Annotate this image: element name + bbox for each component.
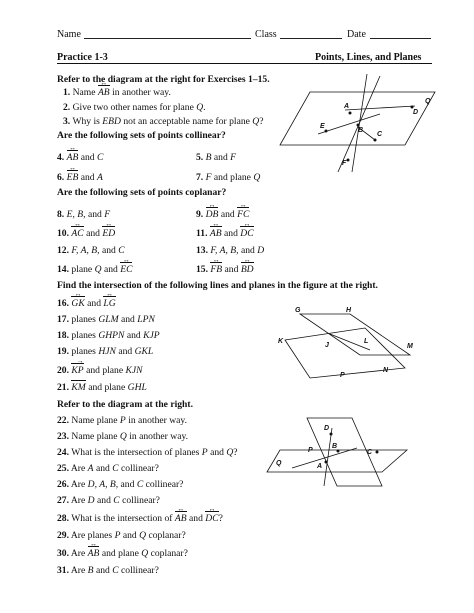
label-j: J	[325, 342, 329, 349]
class-field[interactable]	[280, 38, 342, 39]
label-a: A	[317, 463, 323, 470]
figure-plane-q	[270, 70, 455, 180]
question-12: 12. F, A, B, and C	[57, 245, 125, 256]
plane-upper	[300, 314, 410, 355]
label-m: M	[407, 343, 413, 350]
figure-planes-p-q	[262, 410, 422, 500]
plane-q-outline	[267, 450, 407, 472]
label-p: P	[308, 447, 313, 454]
question-2: 2. Give two other names for plane Q.	[63, 102, 206, 113]
label-h: H	[346, 307, 352, 314]
question-4: 4. AB ↔ and C	[57, 153, 103, 163]
question-24: 24. What is the intersection of planes P and Q?	[57, 447, 238, 458]
point-a	[325, 461, 328, 464]
label-q: Q	[425, 98, 431, 105]
question-20: 20. KP → and plane KJN	[57, 366, 143, 376]
question-11: 11. AB ↔ and DC ↔	[196, 229, 254, 239]
question-6: 6. EB ↔ and A	[57, 173, 103, 183]
point-f	[347, 159, 350, 162]
label-l: L	[364, 338, 369, 345]
question-21: 21. KM and plane GHL	[57, 382, 147, 393]
question-9: 9. DB ↔ and FC ↔	[196, 210, 249, 220]
date-label: Date	[347, 29, 366, 40]
question-14: 14. plane Q and EC ↔	[57, 265, 132, 275]
question-22: 22. Name plane P in another way.	[57, 415, 187, 426]
label-k: K	[278, 338, 284, 345]
point-a	[349, 112, 352, 115]
label-d: D	[413, 109, 419, 116]
point-d	[330, 433, 333, 436]
label-e: E	[320, 123, 325, 130]
point-c	[374, 139, 377, 142]
section3-heading: Are the following sets of points coplanar?	[57, 187, 227, 198]
section5-heading: Refer to the diagram at the right.	[57, 399, 193, 410]
question-19: 19. planes HJN and GKL	[57, 346, 154, 357]
practice-title: Practice 1-3	[57, 52, 108, 63]
label-g: G	[295, 307, 301, 314]
header-rule	[57, 63, 432, 64]
question-27: 27. Are D and C collinear?	[57, 495, 160, 506]
label-a: A	[344, 103, 350, 110]
label-p: P	[340, 372, 345, 379]
question-3: 3. Why is EBD not an acceptable name for plane Q?	[63, 116, 264, 127]
label-b: B	[358, 127, 364, 134]
label-b: B	[332, 443, 338, 450]
point-e	[325, 130, 328, 133]
line-bd	[345, 106, 415, 110]
label-f: F	[342, 160, 347, 167]
question-15: 15. FB ↔ and BD ↔	[196, 265, 254, 275]
question-26: 26. Are D, A, B, and C collinear?	[57, 479, 184, 490]
date-field[interactable]	[370, 38, 431, 39]
name-field[interactable]	[84, 38, 251, 39]
question-30: 30. Are AB ↔ and plane Q coplanar?	[57, 549, 188, 559]
label-q: Q	[276, 460, 282, 467]
question-28: 28. What is the intersection of AB ↔ and DC ↔?	[57, 514, 223, 524]
point-c	[376, 451, 379, 454]
question-23: 23. Name plane Q in another way.	[57, 431, 189, 442]
question-16: 16. GK ↔ and LG ↔	[57, 299, 116, 309]
section2-heading: Are the following sets of points collinear?	[57, 130, 226, 141]
label-c: C	[367, 449, 373, 456]
question-25: 25. Are A and C collinear?	[57, 463, 159, 474]
question-8: 8. E, B, and F	[57, 209, 111, 220]
section4-heading: Find the intersection of the following lines and planes in the figure at the right.	[57, 280, 378, 291]
question-1: 1. Name AB ↔ in another way.	[63, 88, 171, 98]
name-label: Name	[57, 29, 81, 40]
question-18: 18. planes GHPN and KJP	[57, 330, 160, 341]
question-5: 5. B and F	[196, 152, 237, 163]
question-17: 17. planes GLM and LPN	[57, 314, 155, 325]
question-13: 13. F, A, B, and D	[196, 245, 265, 256]
figure-intersecting-planes	[275, 300, 435, 385]
question-29: 29. Are planes P and Q coplanar?	[57, 530, 186, 541]
label-d: D	[324, 425, 330, 432]
question-7: 7. F and plane Q	[196, 172, 261, 183]
line-ab	[292, 448, 357, 468]
topic-title: Points, Lines, and Planes	[315, 52, 422, 63]
question-10: 10. AC ↔ and ED ↔	[57, 229, 115, 239]
section1-heading: Refer to the diagram at the right for Exercises 1–15.	[57, 74, 270, 85]
label-n: N	[383, 367, 389, 374]
label-c: C	[377, 131, 383, 138]
question-31: 31. Are B and C collinear?	[57, 565, 159, 576]
class-label: Class	[255, 29, 277, 40]
